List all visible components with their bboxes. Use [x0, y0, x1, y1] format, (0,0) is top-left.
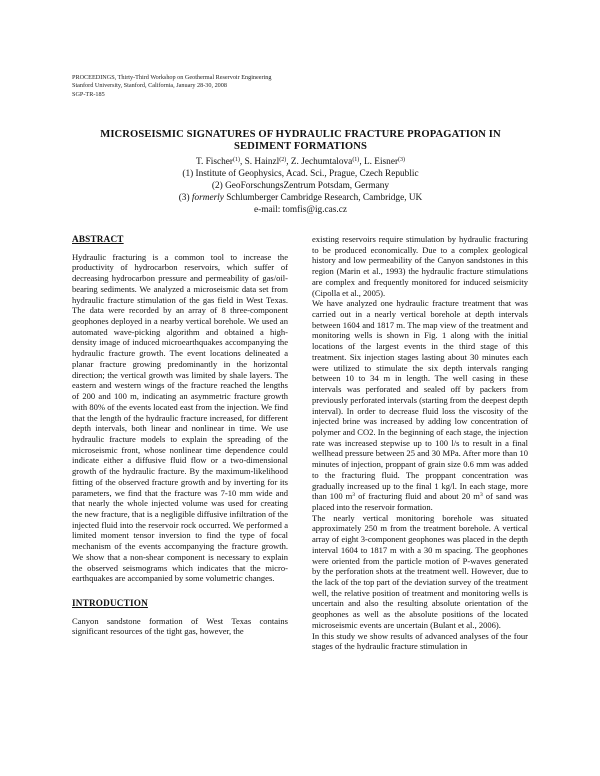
affiliation-1: (1) Institute of Geophysics, Acad. Sci., Prague, Czech Republic [182, 168, 419, 179]
paper-title [72, 129, 529, 153]
contact-email: e-mail: tomfis@ig.cas.cz [254, 204, 347, 215]
proceedings-header [72, 74, 372, 99]
affiliation-3-formerly: formerly [191, 192, 224, 203]
paragraph-stimulation-context: existing reservoirs require stimulation by hydraulic fracturing to be produced economically. Due to a complex geological history and low permeability of the Canyon sandstones in this region (Marin et al., 1993) the hydraulic fracture stimulations are complex and frequently monitored for induced seismicity (Cipolla et al., 2005). [312, 234, 528, 298]
paragraph-monitoring-borehole: The nearly vertical monitoring borehole was situated approximately 250 m from the treatment borehole. A vertical array of eight 3-component geophones was placed in the depth interval 1604 to 1817 m with a 30 m spacing. The geophones were oriented from the particle motion of P-waves generated by the perforation shots at the treatment well. However, due to the lack of the top part of the deviation survey of the treatment well, the relative position of treatment and monitoring wells is uncertain and also the resulting absolute orientation of the geophones as well as the absolute positions of the located microseismic events are uncertain (Bulant et al., 2006). [312, 512, 528, 630]
abstract-heading: ABSTRACT [72, 234, 124, 244]
author-2-affiliation: (2) [279, 157, 287, 163]
introduction-heading: INTRODUCTION [72, 598, 148, 608]
abstract-text: Hydraulic fracturing is a common tool to increase the productivity of hydrocarbon reservoirs, which suffer of decreasing hydrocarbon pressure and permeability of gas/oil-bearing sediments. We analyzed a microseismic data set from hydraulic fracture stimulation of the gas field in West Texas. The data were recorded by an array of 8 three-component geophones deployed in a nearby vertical borehole. We used an automated wave-picking algorithm and obtained a high-density image of induced microearthquakes accompanying the hydraulic fracture growth. The event locations delineated a planar fracture growing predominantly in the horizontal direction; the vertical growth was limited by shale layers. The eastern and western wings of the fracture reached the lengths of 200 and 100 m, indicating an asymmetric fracture growth with 80% of the events located east from the injection. We find that the length of the hydraulic fracture increased, for different depth intervals, both linear and nonlinear in time. We use hydraulic fracture models to explain the spreading of the microseismic front, whose nonlinear time dependence could indicate either a diffusive fluid flow or a two-dimensional growth of the hydraulic fracture. By the maximum-likelihood fitting of the observed fracture growth and by inverting for its parameters, we find that the fracture was 7-10 mm wide and that nearly the whole injected volume was used for creating the new fracture, that is a negligible diffusive infiltration of the injected fluid into the reservoir rock occurred. We performed a limited moment tensor inversion to find the type of focal mechanism of the events accompanying the fracture growth. We show that a non-shear component is necessary to explain the observed seismograms which indicates that the micro-earthquakes are accompanied by some volumetric changes. [72, 251, 288, 584]
left-column [72, 234, 288, 637]
header-line-report-number: SGP-TR-185 [72, 90, 105, 98]
affiliation-3-number: (3) [178, 192, 192, 203]
author-1-affiliation: (1) [232, 157, 240, 163]
title-line-2: SEDIMENT FORMATIONS [233, 141, 368, 152]
introduction-text: Canyon sandstone formation of West Texas contains significant resources of the tight gas, however, the [72, 615, 288, 637]
author-block [72, 157, 529, 217]
cubic-superscript-1: 3 [352, 492, 356, 499]
cubic-superscript-2: 3 [479, 492, 483, 499]
paragraph-treatment-description [312, 298, 528, 512]
paragraph-study-overview: In this study we show results of advanced analyses of the four stages of the hydraulic fracture stimulation in [312, 630, 528, 652]
treatment-text-b: of fracturing fluid and about 20 m [355, 491, 480, 502]
author-4: , L. Eisner [359, 157, 399, 167]
author-3-affiliation: (1) [352, 157, 360, 163]
author-names [72, 157, 529, 169]
affiliation-3 [72, 193, 529, 205]
treatment-text-a: We have analyzed one hydraulic fracture treatment that was carried out in a nearly vertical borehole at depth intervals between 1604 and 1817 m. The map view of the treatment and monitoring wells is shown in Fig. 1 along with the initial locations of the largest events in the third stage of this treatment. Six injection stages lasting about 30 minutes each were utilized to stimulate the six depth intervals ranging between 10 to 34 m in length. The well casing in these intervals was perforated and sealed off by packers from previously perforated intervals (starting from the deepest depth interval). In order to decrease fluid loss the viscosity of the injected brine was increased by adding low concentration of polymer and CO2. In the beginning of each stage, the injection rate was increased stepwise up to 100 l/s to result in a final wellhead pressure between 25 and 30 MPa. After more than 10 minutes of injection, proppant of grain size 0.6 mm was added to the fracturing fluid. The proppant concentration was gradually increased up to the final 1 kg/l. In each stage, more than 100 m [312, 298, 528, 502]
author-1: T. Fischer [195, 157, 233, 167]
affiliation-2: (2) GeoForschungsZentrum Potsdam, Germany [211, 180, 390, 191]
header-line-venue: Stanford University, Stanford, California, January 28-30, 2008 [72, 82, 227, 90]
author-3: , Z. Jechumtalova [286, 157, 353, 167]
right-column [312, 234, 528, 652]
affiliation-3-text: Schlumberger Cambridge Research, Cambridge, UK [223, 192, 423, 203]
header-line-proceedings: PROCEEDINGS, Thirty-Third Workshop on Geothermal Reservoir Engineering [72, 74, 272, 81]
author-2: , S. Hainzl [239, 157, 280, 167]
treatment-text-c: of sand was placed into the reservoir formation. [312, 491, 528, 512]
title-line-1: MICROSEISMIC SIGNATURES OF HYDRAULIC FRACTURE PROPAGATION IN [100, 129, 501, 140]
author-4-affiliation: (3) [398, 157, 406, 163]
